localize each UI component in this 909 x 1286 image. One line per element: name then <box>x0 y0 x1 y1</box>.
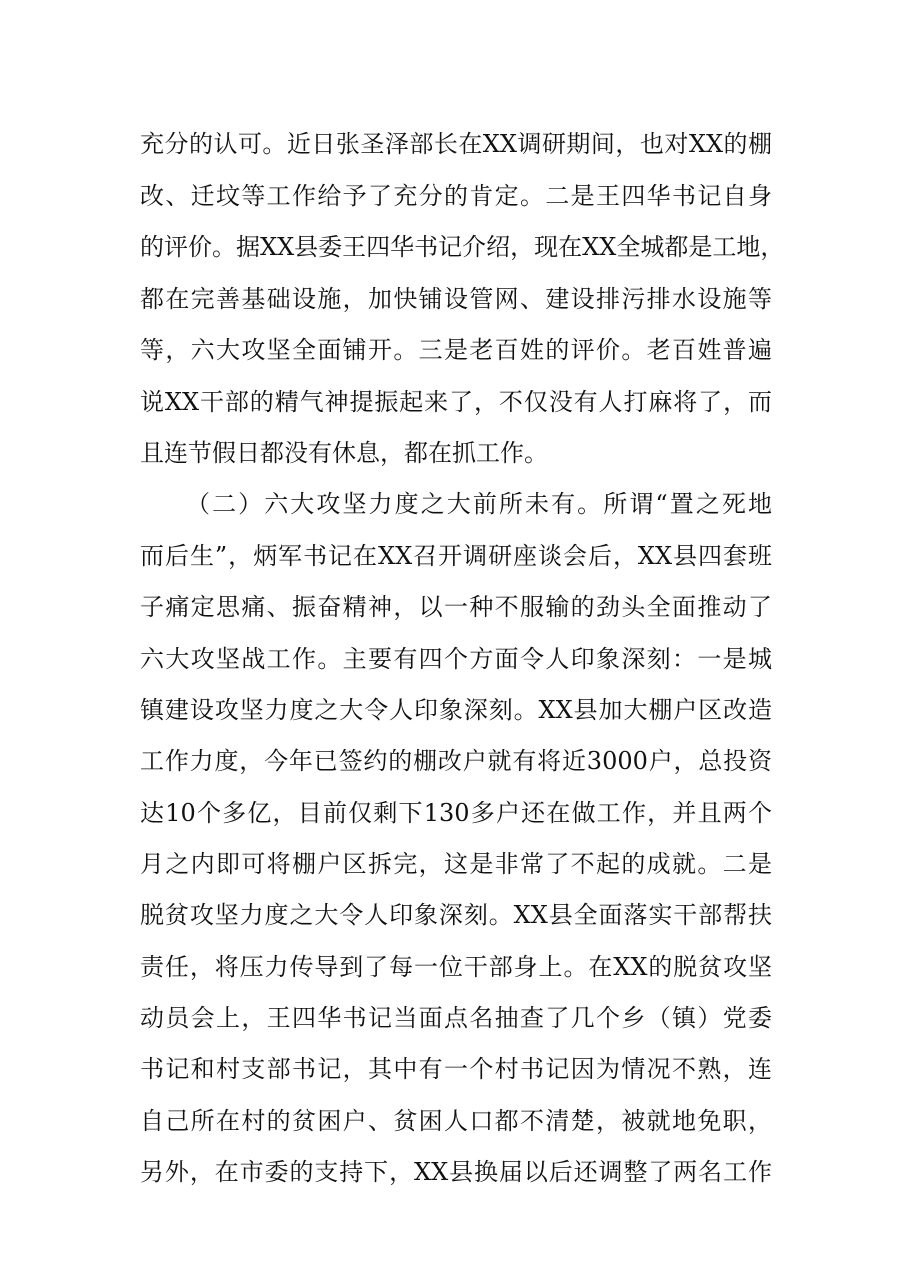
text-line: 责任，将压力传导到了每一位干部身上。在XX的脱贫攻坚 <box>140 953 772 981</box>
text-line: 自己所在村的贫困户、贫困人口都不清楚，被就地免职， <box>140 1107 772 1135</box>
text-line: 子痛定思痛、振奋精神，以一种不服输的劲头全面推动了 <box>140 593 772 621</box>
text-line: 脱贫攻坚力度之大令人印象深刻。XX县全面落实干部帮扶 <box>140 901 772 929</box>
text-line: 等，六大攻坚全面铺开。三是老百姓的评价。老百姓普遍 <box>140 336 772 364</box>
text-line: 说XX干部的精气神提振起来了，不仅没有人打麻将了，而 <box>140 388 772 416</box>
text-line: 六大攻坚战工作。主要有四个方面令人印象深刻：一是城 <box>140 645 772 673</box>
text-line: 都在完善基础设施，加快铺设管网、建设排污排水设施等 <box>140 285 772 313</box>
text-line: 书记和村支部书记，其中有一个村书记因为情况不熟，连 <box>140 1055 772 1083</box>
text-line: 改、迁坟等工作给予了充分的肯定。二是王四华书记自身 <box>140 182 772 210</box>
text-line: 充分的认可。近日张圣泽部长在XX调研期间，也对XX的棚 <box>140 130 772 158</box>
text-line: 工作力度，今年已签约的棚改户就有将近3000户，总投资 <box>140 747 772 775</box>
text-line: 而后生”，炳军书记在XX召开调研座谈会后，XX县四套班 <box>140 542 772 570</box>
text-line: 月之内即可将棚户区拆完，这是非常了不起的成就。二是 <box>140 850 772 878</box>
paragraph-heading-line: （二）六大攻坚力度之大前所未有。所谓“置之死地 <box>186 490 772 518</box>
text-line: 且连节假日都没有休息，都在抓工作。 <box>140 439 548 467</box>
text-line: 镇建设攻坚力度之大令人印象深刻。XX县加大棚户区改造 <box>140 696 772 724</box>
text-line: 另外，在市委的支持下，XX县换届以后还调整了两名工作 <box>140 1158 772 1186</box>
text-line: 达10个多亿，目前仅剩下130多户还在做工作，并且两个 <box>140 799 772 827</box>
text-line: 动员会上，王四华书记当面点名抽查了几个乡（镇）党委 <box>140 1004 772 1032</box>
text-line: 的评价。据XX县委王四华书记介绍，现在XX全城都是工地， <box>140 233 785 261</box>
